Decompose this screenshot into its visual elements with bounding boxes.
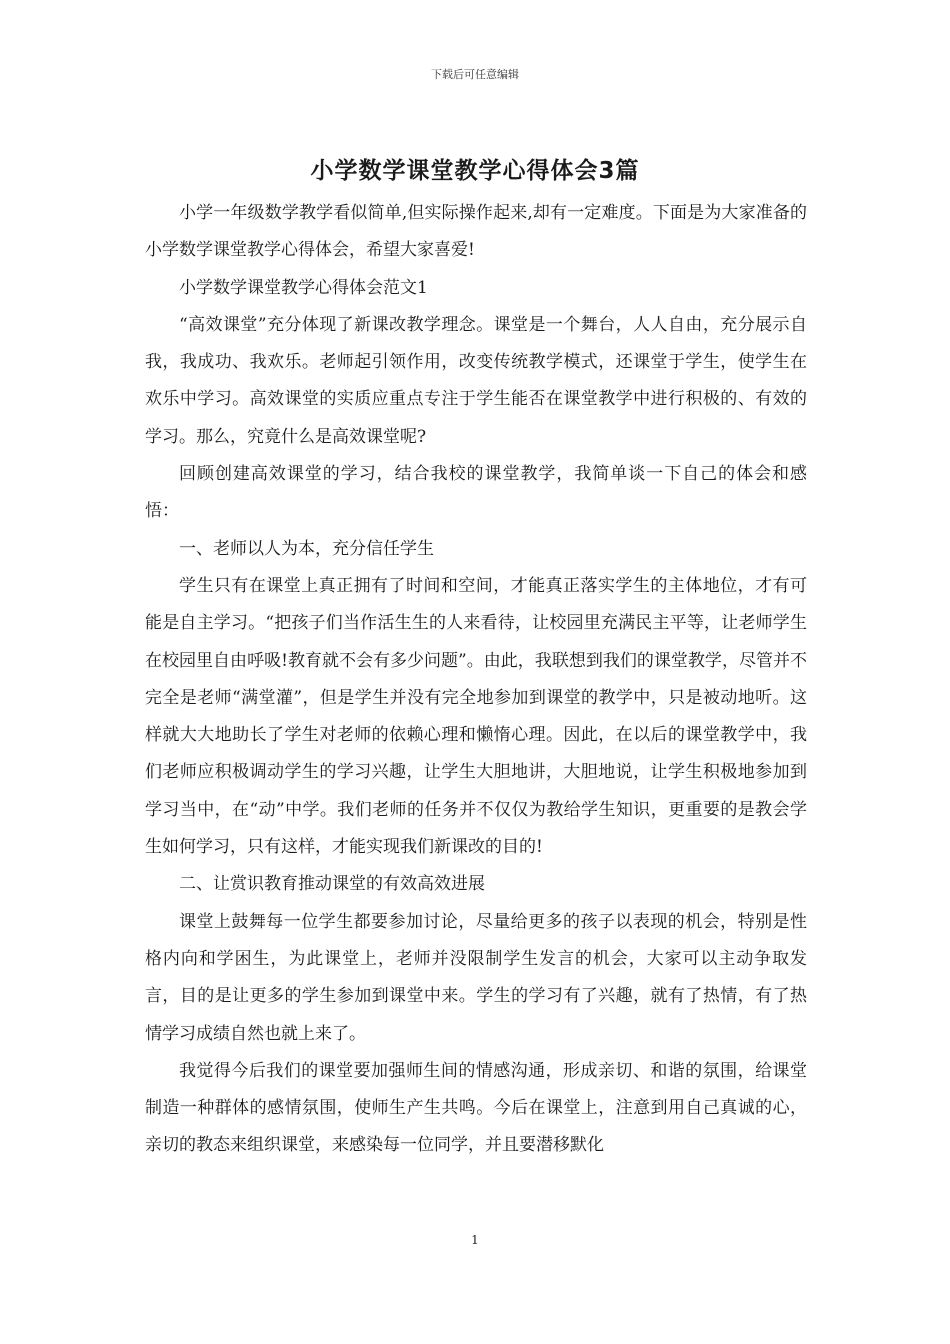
paragraph: 课堂上鼓舞每一位学生都要参加讨论，尽量给更多的孩子以表现的机会，特别是性格内向和学困生，为此课堂上，老师并没限制学生发言的机会，大家可以主动争取发言，目的是让更多的学生参加到课堂中来。学生的学习有了兴趣，就有了热情，有了热情学习成绩自然也就上来了。 [145, 911, 807, 1044]
page-number: 1 [471, 1233, 479, 1247]
document-body [145, 195, 807, 1165]
page-header: 下载后可任意编辑 [431, 68, 519, 81]
section-heading-sample-1: 小学数学课堂教学心得体会范文1 [179, 277, 428, 298]
paragraph: 我觉得今后我们的课堂要加强师生间的情感沟通，形成亲切、和谐的氛围，给课堂制造一种群体的感情氛围，使师生产生共鸣。今后在课堂上，注意到用自己真诚的心，亲切的教态来组织课堂，来感染每一位同学，并且要潜移默化 [145, 1060, 807, 1156]
subheading: 一、老师以人为本，充分信任学生 [179, 538, 434, 559]
paragraph-intro: 小学一年级数学教学看似简单,但实际操作起来,却有一定难度。下面是为大家准备的小学数学课堂教学心得体会，希望大家喜爱! [145, 203, 807, 261]
subheading: 二、让赏识教育推动课堂的有效高效进展 [179, 874, 485, 895]
paragraph: 回顾创建高效课堂的学习，结合我校的课堂教学，我简单谈一下自己的体会和感悟： [145, 464, 807, 522]
paragraph: “高效课堂”充分体现了新课改教学理念。课堂是一个舞台，人人自由，充分展示自我，我成功、我欢乐。老师起引领作用，改变传统教学模式，还课堂于学生，使学生在欢乐中学习。高效课堂的实质应重点专注于学生能否在课堂教学中进行积极的、有效的学习。那么，究竟什么是高效课堂呢? [145, 314, 807, 447]
paragraph: 学生只有在课堂上真正拥有了时间和空间，才能真正落实学生的主体地位，才有可能是自主学习。“把孩子们当作活生生的人来看待，让校园里充满民主平等，让老师学生在校园里自由呼吸!教育就不会有多少问题”。由此，我联想到我们的课堂教学，尽管并不完全是老师“满堂灌”，但是学生并没有完全地参加到课堂的教学中，只是被动地听。这样就大大地助长了学生对老师的依赖心理和懒惰心理。因此，在以后的课堂教学中，我们老师应积极调动学生的学习兴趣，让学生大胆地讲，大胆地说，让学生积极地参加到学习当中，在“动”中学。我们老师的任务并不仅仅为教给学生知识，更重要的是教会学生如何学习，只有这样，才能实现我们新课改的目的! [145, 575, 807, 858]
document-title: 小学数学课堂教学心得体会3篇 [310, 158, 640, 184]
